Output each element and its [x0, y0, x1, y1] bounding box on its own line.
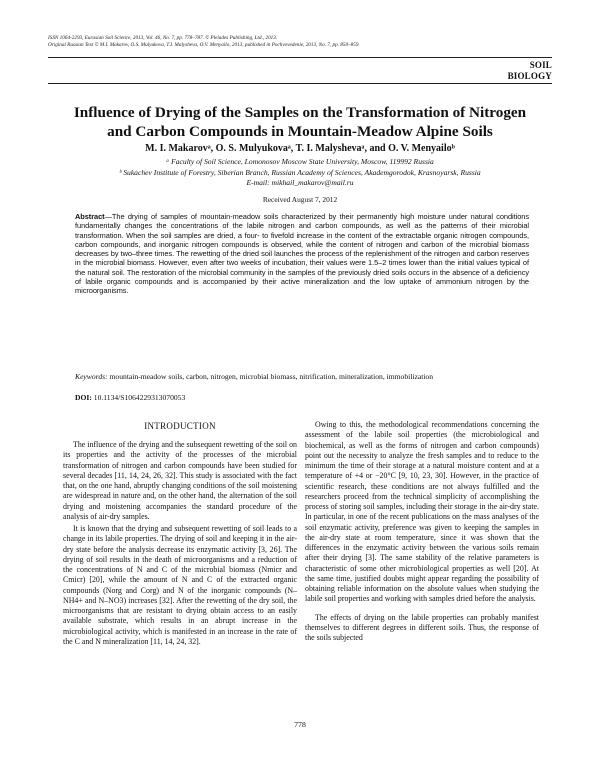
intro-paragraph-3: Owing to this, the methodological recommendations concerning the assessment of the labile soil properties (the microbiological and biochemical, as well as the forms of nitrogen and carbon compounds) point out the necessity to analyze the fresh samples and to reduce to the minimum the time of their storage at a natural moisture content and at a temperature of +4 or −20°C [9, 10, 23, 30]. However, in the practice of scientific research, these conditions are not always fulfilled and the researchers proceed from the technical simplicity of accomplishing the process of storing soil samples, including their storage in the air-dry state. In particular, in one of the recent publications on the mass analyses of the soil enzymatic activity, preference was given to keeping the samples in the air-dry state at room temperature, since it was shown that the differences in the enzymatic activity between the various soils remain after their drying [3]. The same stability of the relative parameters is characteristic of some other microbiological properties as well [20]. At the same time, justified doubts might appear regarding the possibility of obtaining reliable information on the absolute values when studying the labile soil properties and working with samples dried before the analysis.	[305, 420, 539, 604]
intro-paragraph-2: It is known that the drying and subsequent rewetting of soil leads to a change in its labile properties. The drying of soil and keeping it in the air-dry state before the analysis decrease its enzymatic activity [3, 26]. The drying of soil results in the death of microorganisms and a reduction of the concentrations of N and C of the microbial biomass (Nmicr and Cmicr) [20], while the amount of N and C of the extracted organic compounds (Norg and Corg) and N of the inorganic compounds (N–NH4+ and N–NO3) increases [32]. After the rewetting of the dry soil, the microorganisms that are resistant to drying obtain access to an easily available substrate, which results in an abrupt increase in the microbiological activity, which is manifested in an increase in the rate of the C and N mineralization [11, 14, 24, 32].	[63, 524, 297, 646]
received-date: Received August 7, 2012	[262, 195, 338, 204]
corresponding-email: E-mail: mikhail_makarov@mail.ru	[246, 178, 354, 187]
intro-paragraph-4: The effects of drying on the labile properties can probably manifest themselves to different degrees in different soils. Thus, the response of the soils subjected	[305, 612, 539, 642]
right-column	[305, 420, 539, 643]
intro-heading: INTRODUCTION	[144, 421, 216, 431]
keywords-text: mountain-meadow soils, carbon, nitrogen, microbial biomass, nitrification, mineralization, immobilization	[107, 372, 434, 381]
keywords-label: Keywords:	[75, 372, 108, 381]
doi	[75, 393, 529, 403]
affiliation-a: ᵃ Faculty of Soil Science, Lomonosov Moscow State University, Moscow, 119992 Russia	[166, 157, 434, 166]
top-rule	[48, 57, 552, 58]
author-list: M. I. Makarovᵃ, O. S. Mulyukovaᵃ, T. I. Malyshevaᵃ, and O. V. Menyailoᵇ	[145, 143, 455, 154]
section-line-2: BIOLOGY	[507, 71, 552, 81]
abstract-label: Abstract	[75, 212, 105, 221]
journal-citation-line: ISSN 1064-2293, Eurasian Soil Science, 2013, Vol. 46, No. 7, pp. 778–787. © Pleiades Publishing, Ltd., 2013.	[48, 35, 278, 41]
abstract-text: —The drying of samples of mountain-meadow soils characterized by their permanently high moisture under natural conditions fundamentally changes the concentrations of the labile nitrogen and carbon compounds, as well as the patterns of their microbial transformation. When the soil samples are dried, a four- to fivefold increase in the content of the extractable organic nitrogen compounds, carbon compounds, and inorganic nitrogen compounds is observed, while the content of nitrogen and carbon of the microbial biomass decreases by two–three times. The rewetting of the dried soil launches the process of the replenishment of the nitrogen and carbon reserves in the microbial biomass. However, even after two weeks of incubation, their values were 1.5–2 times lower than the initial values typical of the natural soil. The restoration of the microbial community in the samples of the previously dried soils occurs in the absence of a deficiency of labile organic compounds and is accompanied by their active mineralization and the low uptake of ammonium nitrogen by the microorganisms.	[75, 212, 529, 296]
section-heading	[508, 60, 552, 82]
doi-label: DOI:	[75, 393, 92, 402]
paper-title: Influence of Drying of the Samples on the Transformation of Nitrogen and Carbon Compounds in Mountain-Meadow Alpine Soils	[73, 104, 527, 140]
original-text-line: Original Russian Text © M.I. Makarov, O.S. Mulyukova, T.I. Malysheva, O.V. Menyailo, 2013, published in Pochvovedenie, 2013, No. 7, pp. 850–859.	[48, 42, 360, 48]
intro-paragraph-1: The influence of the drying and the subsequent rewetting of the soil on its properties and the activity of the processes of the microbial transformation of nitrogen and carbon compounds have been studied for several decades [11, 14, 24, 26, 32]. This study is associated with the fact that, on the one hand, abruptly changing conditions of the soil moistening are widespread in nature and, on the other hand, the alternation of the soil drying and moistening accompanies the standard procedure of the analysis of air-dry samples.	[63, 440, 297, 521]
journal-header	[48, 35, 548, 49]
keywords	[75, 372, 529, 382]
affiliations	[48, 157, 552, 189]
left-column	[63, 420, 297, 647]
page-number: 778	[294, 720, 306, 729]
doi-text: 10.1134/S1064229313070053	[91, 393, 186, 402]
affiliation-b: ᵇ Sukachev Institute of Forestry, Siberian Branch, Russian Academy of Sciences, Akademgorodok, Krasnoyarsk, Russia	[119, 167, 481, 177]
section-rule	[48, 83, 552, 84]
abstract	[75, 212, 529, 296]
section-line-1: SOIL	[529, 60, 552, 70]
